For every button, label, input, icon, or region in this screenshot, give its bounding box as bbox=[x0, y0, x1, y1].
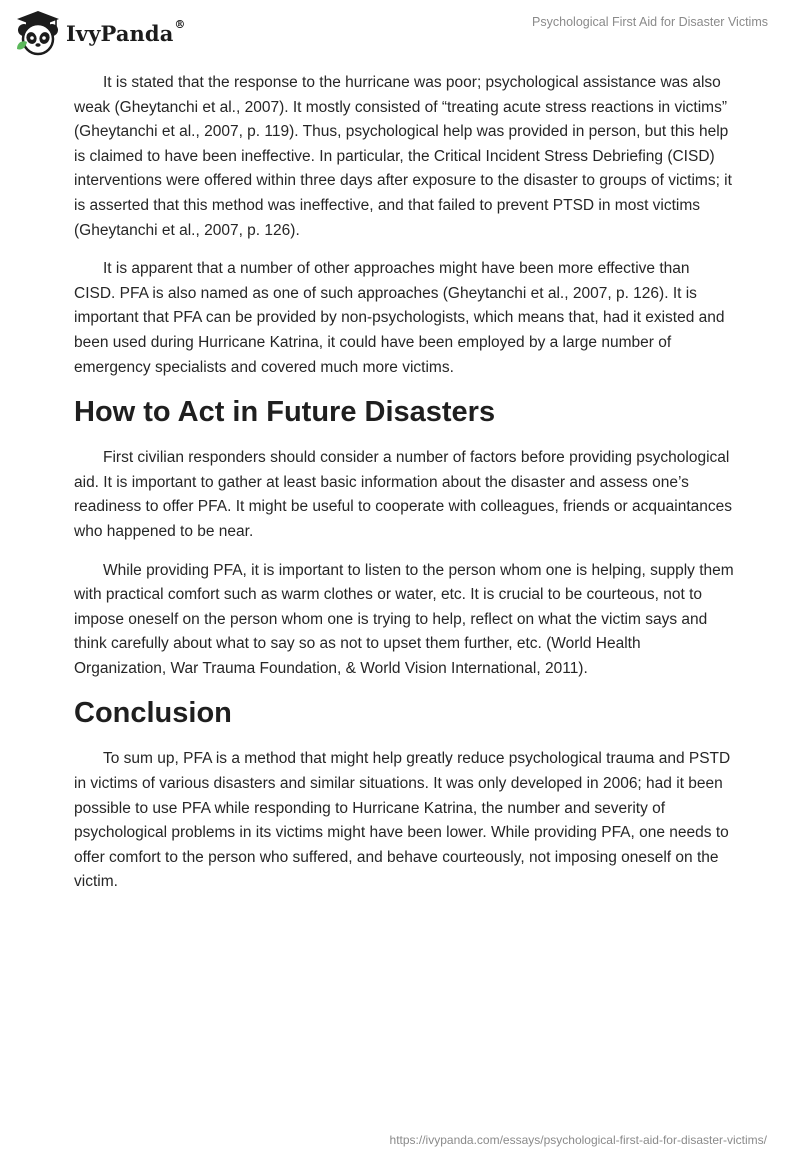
ivypanda-logo[interactable] bbox=[14, 8, 186, 58]
heading-future-disasters: How to Act in Future Disasters bbox=[74, 396, 496, 429]
paragraph-conclusion: To sum up, PFA is a method that might help greatly reduce psychological trauma and PSTD in victims of various disasters and similar situations. It was only developed in 2006; had it been possible to use PFA while responding to Hurricane Katrina, the number and severity of psychological problems in its victims might have been lower. While providing PFA, one needs to offer comfort to the person who suffered, and behave courteously, not imposing oneself on the victim. bbox=[74, 750, 731, 891]
document-title: Psychological First Aid for Disaster Victims bbox=[532, 15, 768, 29]
registered-mark: ® bbox=[174, 17, 186, 31]
paragraph-alternative-approaches: It is apparent that a number of other approaches might have been more effective than CISD. PFA is also named as one of such approaches (Gheytanchi et al., 2007, p. 126). It is important that PFA can be provided by non-psychologists, which means that, had it existed and been used during Hurricane Katrina, it could have been employed by a large number of emergency specialists and covered much more victims. bbox=[74, 260, 725, 376]
paragraph-providing-pfa: While providing PFA, it is important to listen to the person whom one is helping, supply them with practical comfort such as warm clothes or water, etc. It is crucial to be courteous, not to impose oneself on the person whom one is trying to help, reflect on what the victim says and think carefully about what to say so as not to upset them further, etc. (World Health Organization, War Trauma Foundation, & World Vision International, 2011). bbox=[74, 561, 734, 677]
essay-body bbox=[74, 71, 734, 909]
panda-graduate-icon bbox=[14, 9, 62, 57]
logo-wordmark bbox=[66, 17, 186, 46]
heading-conclusion: Conclusion bbox=[74, 697, 232, 730]
source-url-link[interactable]: https://ivypanda.com/essays/psychological-first-aid-for-disaster-victims/ bbox=[389, 1133, 767, 1147]
paragraph-first-responders: First civilian responders should consider a number of factors before providing psychological aid. It is important to gather at least basic information about the disaster and assess one’s readiness to offer PFA. It might be useful to cooperate with colleagues, friends or acquaintances who happened to be near. bbox=[74, 449, 732, 540]
paragraph-hurricane-response: It is stated that the response to the hurricane was poor; psychological assistance was also weak (Gheytanchi et al., 2007). It mostly consisted of “treating acute stress reactions in victims” (Gheytanchi et al., 2007, p. 119). Thus, psychological help was provided in person, but this help is claimed to have been ineffective. In particular, the Critical Incident Stress Debriefing (CISD) interventions were offered within three days after exposure to the disaster to groups of victims; it is asserted that this method was ineffective, and that failed to prevent PTSD in most victims (Gheytanchi et al., 2007, p. 126). bbox=[74, 74, 732, 239]
logo-name: IvyPanda bbox=[66, 20, 174, 46]
page-header bbox=[0, 0, 800, 64]
